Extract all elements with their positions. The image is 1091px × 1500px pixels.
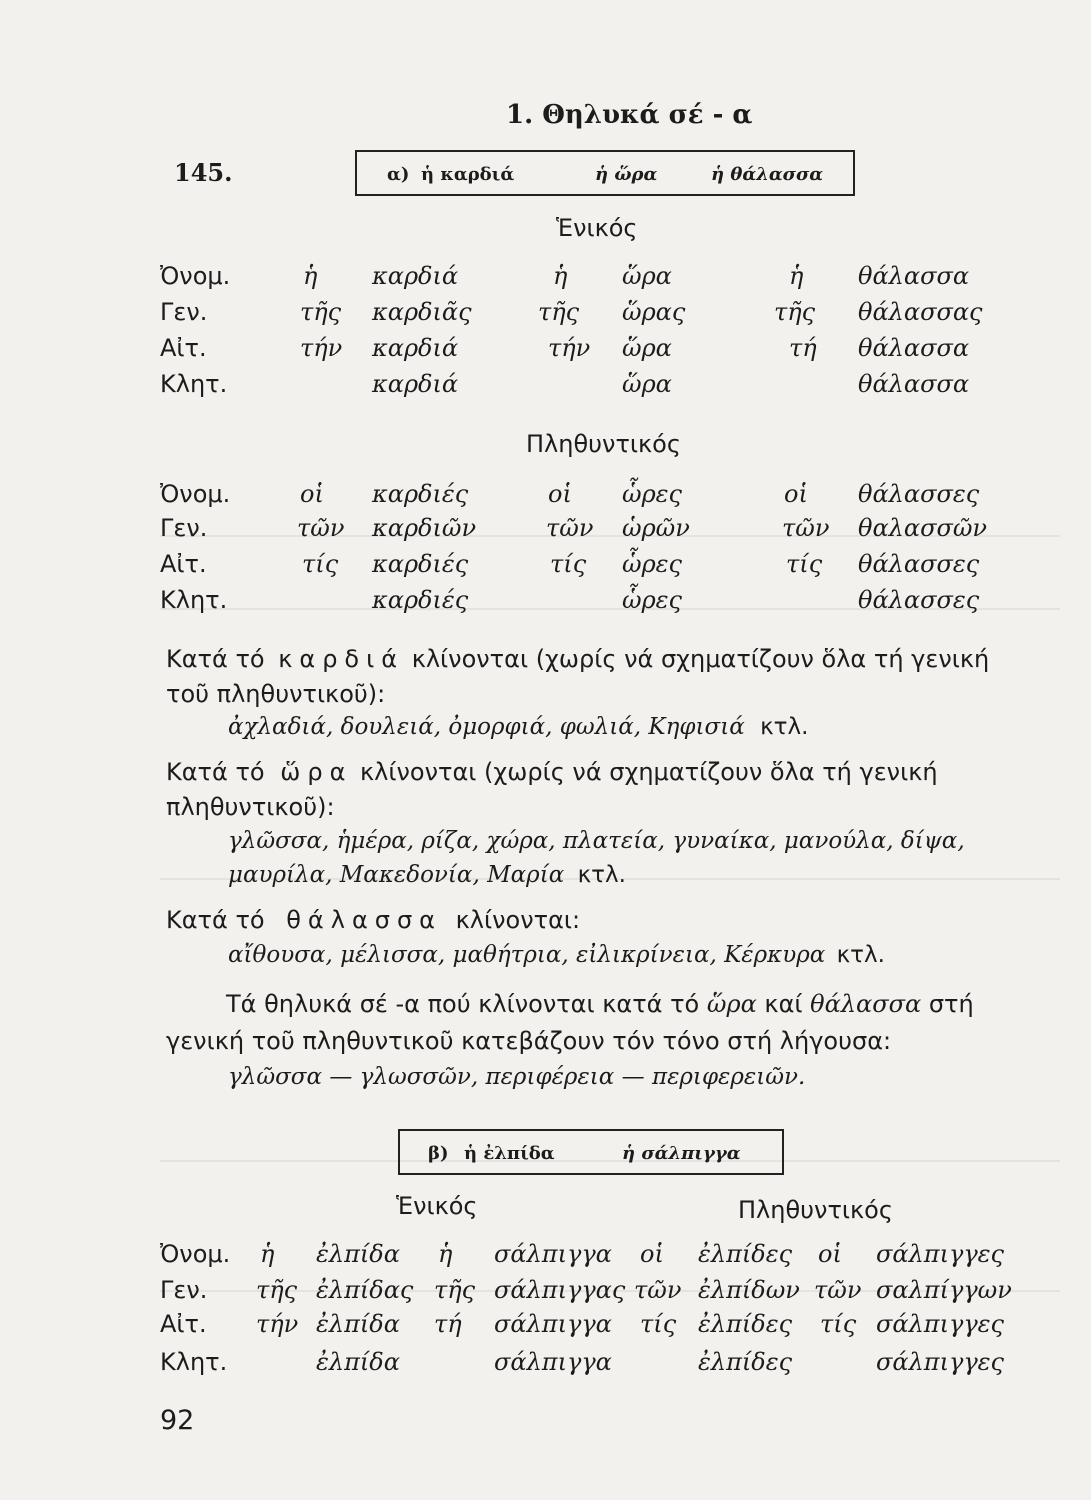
article: ἡ xyxy=(303,262,318,290)
form-elpides: ἐλπίδες xyxy=(698,1310,793,1338)
etc-label: κτλ. xyxy=(836,942,885,968)
article: τῶν xyxy=(634,1276,682,1304)
article: ἡ xyxy=(789,262,804,290)
form-kardia: καρδιές xyxy=(372,550,469,578)
case-label: Γεν. xyxy=(160,1276,208,1304)
article: τῶν xyxy=(297,514,345,542)
box-a-word: ἡ καρδιά xyxy=(421,164,515,185)
article: τή xyxy=(789,334,817,362)
article: ἡ xyxy=(553,262,568,290)
form-kardia: καρδιά xyxy=(372,370,459,398)
plural-header: Πληθυντικός xyxy=(526,430,681,458)
form-ora: ὥρα xyxy=(622,262,672,290)
article: τῆς xyxy=(774,298,816,326)
form-kardia: καρδιές xyxy=(372,586,469,614)
article: οἱ xyxy=(300,480,324,508)
note-model-thalassa: θάλασσα xyxy=(810,990,922,1018)
article: τῶν xyxy=(814,1276,862,1304)
article: τίς xyxy=(786,550,823,578)
model-words-box-a xyxy=(355,150,855,196)
form-kardia: καρδιά xyxy=(372,262,459,290)
form-thalassa: θαλασσῶν xyxy=(858,514,987,542)
form-thalassa: θάλασσες xyxy=(858,550,980,578)
singular-header: Ἑνικός xyxy=(396,1192,478,1220)
box-a-word: ἡ θάλασσα xyxy=(711,164,824,185)
form-thalassa: θάλασσα xyxy=(858,262,970,290)
case-label: Γεν. xyxy=(160,514,208,542)
rule-ora-line2: πληθυντικοῦ): xyxy=(166,793,335,821)
article: τή xyxy=(434,1310,462,1338)
etc-label: κτλ. xyxy=(760,714,809,740)
form-kardia: καρδιά xyxy=(372,334,459,362)
form-elpides: ἐλπίδων xyxy=(698,1276,800,1304)
accent-note-line2: γενική τοῦ πληθυντικοῦ κατεβάζουν τόν τόνο στή λήγουσα: xyxy=(166,1027,892,1055)
rule-text: κλίνονται (χωρίς νά σχηματίζουν ὅλα τή γενική xyxy=(411,645,990,673)
form-elpida: ἐλπίδα xyxy=(316,1240,400,1268)
rule-thalassa-examples-line xyxy=(228,942,885,968)
box-b-word: ἡ σάλπιγγα xyxy=(622,1143,741,1164)
examples: αἴθουσα, μέλισσα, μαθήτρια, εἰλικρίνεια, Κέρκυρα xyxy=(228,942,826,968)
form-salpigges: σάλπιγγες xyxy=(876,1240,1004,1268)
rule-kardia-line2: τοῦ πληθυντικοῦ): xyxy=(166,680,386,708)
singular-header: Ἑνικός xyxy=(556,214,638,242)
article: τίς xyxy=(550,550,587,578)
accent-note-example: γλῶσσα — γλωσσῶν, περιφέρεια — περιφερειῶν. xyxy=(228,1064,806,1090)
article: τίς xyxy=(640,1310,677,1338)
form-ora: ὥρας xyxy=(622,298,686,326)
examples: μαυρίλα, Μακεδονία, Μαρία xyxy=(228,862,565,888)
case-label: Κλητ. xyxy=(160,370,228,398)
rule-prefix: Κατά τό xyxy=(166,758,265,786)
examples: ἀχλαδιά, δουλειά, ὀμορφιά, φωλιά, Κηφισιά xyxy=(228,714,745,740)
article: τῶν xyxy=(782,514,830,542)
paragraph-number: 145. xyxy=(174,158,233,187)
form-kardia: καρδιῶν xyxy=(372,514,477,542)
page-number: 92 xyxy=(160,1405,195,1436)
box-a-word: ἡ ὥρα xyxy=(595,164,658,185)
box-a-label: α) xyxy=(387,164,410,185)
article: τίς xyxy=(302,550,339,578)
form-thalassa: θάλασσες xyxy=(858,586,980,614)
case-label: Ὀνομ. xyxy=(160,480,231,508)
rule-model-word: ὥρα xyxy=(280,758,353,786)
rule-text: κλίνονται (χωρίς νά σχηματίζουν ὅλα τή γενική xyxy=(360,758,938,786)
form-elpida: ἐλπίδα xyxy=(316,1310,400,1338)
form-salpigga: σάλπιγγας xyxy=(494,1276,626,1304)
form-thalassa: θάλασσα xyxy=(858,370,970,398)
form-elpides: ἐλπίδες xyxy=(698,1240,793,1268)
article: τῆς xyxy=(434,1276,476,1304)
form-kardia: καρδιές xyxy=(372,480,469,508)
form-ora: ὧρες xyxy=(622,550,682,578)
case-label: Αἰτ. xyxy=(160,1310,207,1338)
rule-ora-examples-line2 xyxy=(228,862,626,888)
article: τῶν xyxy=(546,514,594,542)
form-kardia: καρδιᾶς xyxy=(372,298,472,326)
note-model-ora: ὥρα xyxy=(706,990,757,1018)
model-words-box-b xyxy=(398,1129,784,1175)
form-thalassa: θάλασσα xyxy=(858,334,970,362)
form-ora: ὥρα xyxy=(622,370,672,398)
case-label: Ὀνομ. xyxy=(160,1240,231,1268)
plural-header: Πληθυντικός xyxy=(738,1196,893,1224)
accent-note-line1 xyxy=(226,990,974,1018)
rule-model-word: θάλασσα xyxy=(286,906,443,934)
etc-label: κτλ. xyxy=(577,862,626,888)
article: τῆς xyxy=(256,1276,298,1304)
rule-text: κλίνονται: xyxy=(455,906,581,934)
form-salpigges: σάλπιγγες xyxy=(876,1310,1004,1338)
rule-model-word: καρδιά xyxy=(278,645,405,673)
note-text: Τά θηλυκά σέ -α πού κλίνονται κατά τό xyxy=(226,990,700,1018)
case-label: Ὀνομ. xyxy=(160,262,231,290)
article: οἱ xyxy=(818,1240,842,1268)
section-title: 1. Θηλυκά σέ - α xyxy=(506,100,753,130)
article: ἡ xyxy=(260,1240,275,1268)
case-label: Κλητ. xyxy=(160,1348,228,1376)
form-ora: ὧρες xyxy=(622,480,682,508)
article: τίς xyxy=(820,1310,857,1338)
rule-thalassa-line1 xyxy=(166,906,580,934)
form-thalassa: θάλασσας xyxy=(858,298,983,326)
box-b-word: ἡ ἐλπίδα xyxy=(464,1143,555,1164)
form-thalassa: θάλασσες xyxy=(858,480,980,508)
rule-prefix: Κατά τό xyxy=(166,906,265,934)
article: τήν xyxy=(300,334,343,362)
article: τήν xyxy=(548,334,591,362)
rule-prefix: Κατά τό xyxy=(166,645,265,673)
rule-kardia-examples-line xyxy=(228,714,808,740)
rule-kardia-line1 xyxy=(166,645,989,673)
article: οἱ xyxy=(784,480,808,508)
article: οἱ xyxy=(548,480,572,508)
case-label: Κλητ. xyxy=(160,586,228,614)
rule-ora-examples-line1: γλῶσσα, ἡμέρα, ρίζα, χώρα, πλατεία, γυναίκα, μανούλα, δίψα, xyxy=(228,828,965,854)
form-salpigga: σάλπιγγα xyxy=(494,1240,612,1268)
form-ora: ὥρα xyxy=(622,334,672,362)
form-salpigges: σάλπιγγες xyxy=(876,1348,1004,1376)
case-label: Αἰτ. xyxy=(160,334,207,362)
form-elpides: ἐλπίδες xyxy=(698,1348,793,1376)
note-text: στή xyxy=(928,990,974,1018)
form-salpigges: σαλπίγγων xyxy=(876,1276,1012,1304)
form-ora: ὡρῶν xyxy=(622,514,690,542)
article: τῆς xyxy=(538,298,580,326)
article: τῆς xyxy=(300,298,342,326)
rule-ora-line1 xyxy=(166,758,938,786)
form-elpida: ἐλπίδας xyxy=(316,1276,414,1304)
article: τήν xyxy=(256,1310,299,1338)
case-label: Γεν. xyxy=(160,298,208,326)
article: οἱ xyxy=(640,1240,664,1268)
article: ἡ xyxy=(438,1240,453,1268)
form-salpigga: σάλπιγγα xyxy=(494,1310,612,1338)
case-label: Αἰτ. xyxy=(160,550,207,578)
form-elpida: ἐλπίδα xyxy=(316,1348,400,1376)
box-b-label: β) xyxy=(428,1143,449,1164)
form-salpigga: σάλπιγγα xyxy=(494,1348,612,1376)
note-text: καί xyxy=(764,990,803,1018)
form-ora: ὧρες xyxy=(622,586,682,614)
